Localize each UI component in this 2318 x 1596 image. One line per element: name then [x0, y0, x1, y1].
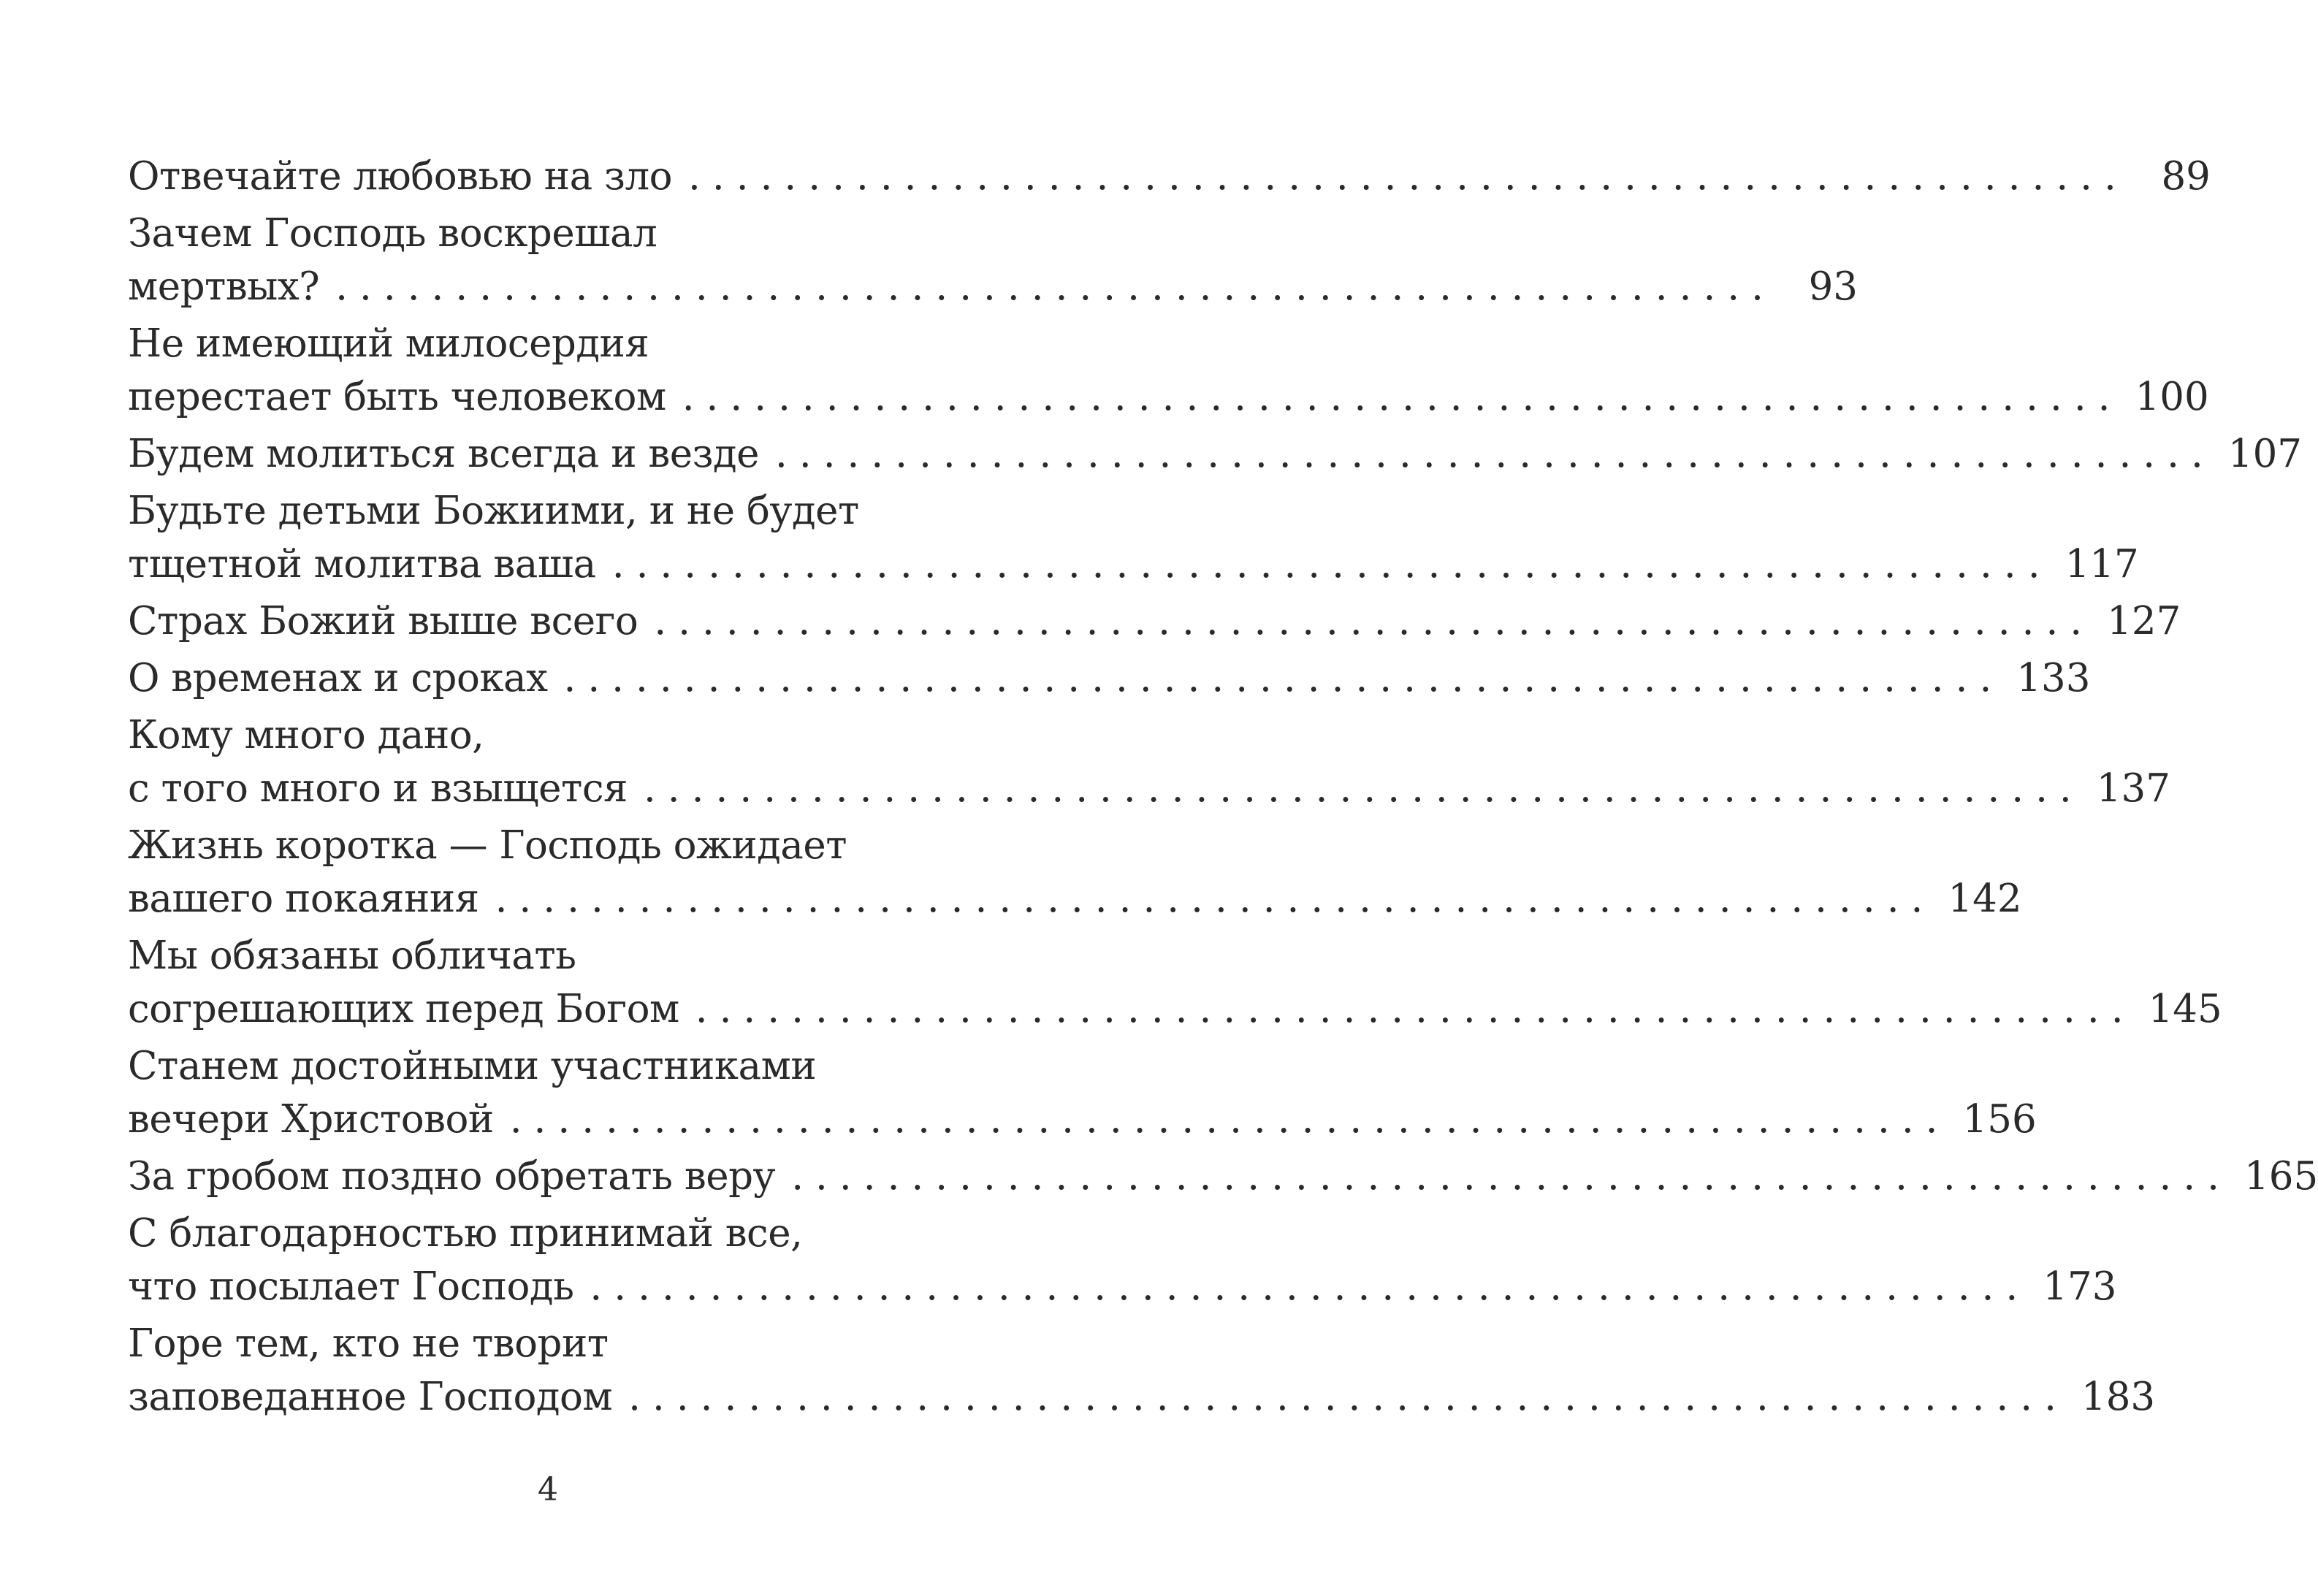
toc-entry-title-line: Будем молиться всегда и везде	[128, 432, 759, 476]
toc-entry-page-number: 100	[2135, 375, 2209, 419]
toc-entry-page-number: 93	[1808, 264, 1858, 309]
toc-entry-title-line: вечери Христовой	[128, 1097, 494, 1142]
toc-entry-title-line: Горе тем, кто не творит	[128, 1321, 609, 1366]
dot-leader: ............................................................	[654, 599, 2094, 644]
toc-entry-title-line: Будьте детьми Божиими, и не будет	[128, 489, 859, 533]
toc-entry-title-line: За гробом поздно обретать веру	[128, 1154, 776, 1199]
toc-entry-page-number: 173	[2043, 1264, 2117, 1309]
toc-entry-title-line: что посылает Господь	[128, 1264, 574, 1309]
toc-entry	[128, 819, 2022, 925]
toc-entry-page-number: 117	[2065, 542, 2139, 587]
toc-entry-title-line: заповеданное Господом	[128, 1375, 613, 1419]
table-of-contents	[128, 150, 2318, 1427]
toc-entry-page-number: 156	[1962, 1097, 2037, 1142]
toc-entry-page-number: 107	[2227, 432, 2303, 476]
toc-entry	[128, 150, 2211, 203]
toc-entry-title-line: С благодарностью принимай все,	[128, 1211, 803, 1256]
toc-entry-row	[128, 1150, 2318, 1203]
toc-entry-title-line: Отвечайте любовью на зло	[128, 154, 673, 199]
toc-entry-row	[128, 982, 2222, 1036]
dot-leader: ............................................................	[682, 375, 2122, 419]
toc-entry-title-line: вашего покаяния	[128, 877, 479, 921]
dot-leader: ............................................................	[791, 1154, 2232, 1199]
dot-leader: ............................................................	[495, 877, 1935, 921]
toc-entry	[128, 427, 2303, 481]
toc-entry-row	[128, 1260, 2117, 1313]
toc-entry	[128, 207, 1858, 313]
toc-entry-row	[128, 538, 2139, 591]
dot-leader: ............................................................	[335, 264, 1776, 309]
toc-entry-page-number: 133	[2016, 656, 2091, 700]
toc-entry	[128, 709, 2170, 815]
toc-entry-page-number: 183	[2081, 1375, 2156, 1419]
dot-leader: ............................................................	[590, 1264, 2030, 1309]
toc-entry-row	[128, 150, 2211, 203]
toc-entry	[128, 1207, 2117, 1313]
dot-leader: ............................................................	[628, 1375, 2068, 1419]
toc-entry-page-number: 89	[2161, 154, 2211, 199]
toc-entry	[128, 484, 2139, 591]
toc-entry-title-line: Мы обязаны обличать	[128, 933, 576, 978]
dot-leader: ............................................................	[643, 766, 2083, 811]
toc-entry-title-line: Жизнь коротка — Господь ожидает	[128, 823, 847, 868]
dot-leader: ............................................................	[563, 656, 2004, 700]
page-number-footer: 4	[538, 1471, 558, 1508]
toc-entry	[128, 1150, 2318, 1203]
toc-entry-title-line: согрешающих перед Богом	[128, 987, 679, 1031]
toc-entry-row	[128, 427, 2303, 481]
toc-entry	[128, 1039, 2037, 1146]
dot-leader: ............................................................	[775, 432, 2215, 476]
toc-entry-page-number: 165	[2244, 1154, 2318, 1199]
toc-entry-page-number: 127	[2107, 599, 2181, 644]
dot-leader: ............................................................	[509, 1097, 1950, 1142]
dot-leader: ............................................................	[688, 154, 2128, 199]
toc-entry	[128, 929, 2222, 1036]
toc-entry-title-line: тщетной молитва ваша	[128, 542, 596, 587]
toc-entry-row	[128, 1093, 2037, 1146]
dot-leader: ............................................................	[695, 987, 2135, 1031]
toc-entry-title-line: Станем достойными участниками	[128, 1044, 817, 1088]
toc-entry-title-line: Страх Божий выше всего	[128, 599, 638, 644]
toc-entry-title-line: Не имеющий милосердия	[128, 321, 649, 366]
toc-entry-title-line: О временах и сроках	[128, 656, 548, 700]
toc-entry-page-number: 145	[2148, 987, 2222, 1031]
toc-entry-title-line: с того много и взыщется	[128, 766, 628, 811]
toc-entry	[128, 652, 2091, 705]
toc-entry	[128, 595, 2181, 648]
toc-entry-title-line: Кому много дано,	[128, 713, 484, 757]
toc-entry-row	[128, 872, 2022, 925]
toc-entry-row	[128, 260, 1858, 313]
toc-entry-row	[128, 1370, 2156, 1424]
toc-entry-row	[128, 370, 2209, 424]
toc-entry-title-line: Зачем Господь воскрешал	[128, 211, 657, 256]
toc-entry-title-line: перестает быть человеком	[128, 375, 666, 419]
toc-entry	[128, 1317, 2156, 1424]
toc-entry-row	[128, 762, 2170, 815]
toc-entry-row	[128, 652, 2091, 705]
dot-leader: ............................................................	[611, 542, 2052, 587]
toc-entry-page-number: 142	[1948, 877, 2022, 921]
toc-entry	[128, 317, 2209, 424]
toc-entry-page-number: 137	[2096, 766, 2170, 811]
toc-entry-row	[128, 595, 2181, 648]
toc-entry-title-line: мертвых?	[128, 264, 320, 309]
